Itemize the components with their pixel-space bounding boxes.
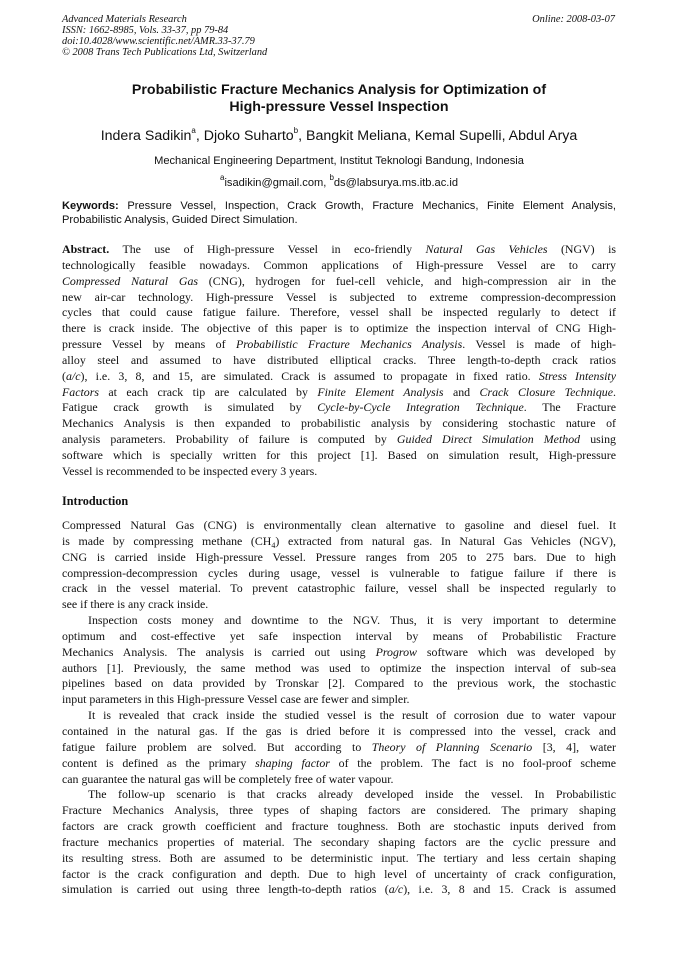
affiliation-mark: b xyxy=(293,126,299,136)
body-line xyxy=(62,645,616,661)
text-run: Guided Direct Simulation Method xyxy=(396,432,581,447)
text-run: Natural Gas Vehicles xyxy=(425,242,548,256)
text-run: Theory of Planning Scenario xyxy=(371,739,533,754)
email-link[interactable]: ds@labsurya.ms.itb.ac.id xyxy=(333,177,458,189)
abstract-line: software which is specially written for this project [1]. Based on simulation result, High-pressure xyxy=(62,447,616,462)
text-run: . Vessel is made of high- xyxy=(462,337,617,352)
abstract-line xyxy=(62,369,616,385)
title-line-2: High-pressure Vessel Inspection xyxy=(229,99,449,115)
text-run: ), i.e. 3, 8, and 15, are simulated. Crack is assumed to propagate in fixed ratio. xyxy=(80,368,539,383)
online-date: Online: 2008-03-07 xyxy=(532,14,615,25)
doi-line: doi:10.4028/www.scientific.net/AMR.33-37.79 xyxy=(62,36,255,47)
email-link[interactable]: isadikin@gmail.com, xyxy=(224,177,330,189)
abstract-line: technologically feasible nowadays. Common applications of High-pressure Vessel are to carry xyxy=(62,257,616,272)
title-line-1: Probabilistic Fracture Mechanics Analysis for Optimization of xyxy=(131,82,547,98)
abstract-line: Vessel is recommended to be inspected every 3 years. xyxy=(62,463,318,478)
abstract-line xyxy=(62,337,616,353)
text-run: is made by compressing methane (CH xyxy=(62,533,272,548)
text-run: a/c xyxy=(65,368,81,383)
text-run: [3, 4], water xyxy=(532,739,616,754)
abstract-line: Mechanics Analysis is then expanded to probabilistic analysis by considering stochastic nature of xyxy=(62,416,616,431)
abstract-line xyxy=(62,432,616,448)
issn-line: ISSN: 1662-8985, Vols. 33-37, pp 79-84 xyxy=(62,25,229,36)
affiliation: Mechanical Engineering Department, Institut Teknologi Bandung, Indonesia xyxy=(154,155,524,167)
text-run: Crack Closure Technique xyxy=(479,384,614,399)
author-name: Djoko Suharto xyxy=(203,128,294,144)
text-run: and xyxy=(443,384,480,399)
keywords-text: Pressure Vessel, Inspection, Crack Growth, Fracture Mechanics, Finite Element Analysis, Probabilistic Analysis, Guided Direct Simulation. xyxy=(62,200,616,226)
text-run: pressure Vessel by means of xyxy=(62,337,236,352)
affiliation-mark: a xyxy=(191,126,196,136)
text-run: ), i.e. 3, 8 and 15. Crack is assumed xyxy=(403,882,616,897)
email-mark: a xyxy=(220,173,225,183)
body-line: authors [1]. Previously, the same method was used to optimize the inspection interval of sub-sea xyxy=(62,660,616,675)
copyright-line: © 2008 Trans Tech Publications Ltd, Switzerland xyxy=(62,47,268,58)
body-line: factors are crack growth coefficient and fracture toughness. Both are stochastic inputs derived from xyxy=(62,819,616,834)
author-list xyxy=(40,128,638,145)
email-mark: b xyxy=(329,173,334,183)
text-run: of the problem. The fact is no fool-proof scheme xyxy=(329,755,617,770)
text-run: . xyxy=(613,384,616,399)
text-run: shaping factor xyxy=(255,755,330,770)
body-line: pipelines based on data provided by Tronskar [2]. Compared to the previous work, the stochastic xyxy=(62,676,616,691)
abstract-line: alloy steel and assumed to have distributed elliptical cracks. Three length-to-depth crack ratios xyxy=(62,352,616,367)
abstract-line xyxy=(62,274,616,290)
body-line xyxy=(62,882,616,898)
text-run: analysis parameters. Probability of failure is computed by xyxy=(62,432,397,447)
text-run: simulation is carried out using three length-to-depth ratios ( xyxy=(62,882,389,897)
text-run: a/c xyxy=(388,882,404,897)
text-run: (CNG), hydrogen for fuel-cell vehicle, and high-compression air in the xyxy=(198,273,616,288)
body-line xyxy=(62,756,616,772)
body-line xyxy=(62,534,616,550)
abstract-line xyxy=(62,385,616,401)
text-run: at each crack tip are calculated by xyxy=(99,384,318,399)
text-run: Factors xyxy=(62,384,99,399)
abstract-label: Abstract. xyxy=(62,242,110,256)
author-separator: , xyxy=(195,128,204,144)
body-line: contained in the natural gas. If the gas is dried before it is compressed into the vessel, crack and xyxy=(62,723,616,738)
text-run: . The Fracture xyxy=(523,400,616,415)
body-line: Inspection costs money and downtime to the NGV. Thus, it is very important to determine xyxy=(88,613,616,628)
body-line xyxy=(62,740,616,756)
text-run: Progrow xyxy=(375,644,417,659)
abstract-line: cycles that could cause fatigue failure. Therefore, vessel shall be inspected regularly to detect if xyxy=(62,305,616,320)
body-line: compression-decompression cycles during usage, vessel is vulnerable to fatigue failure if there is xyxy=(62,565,616,580)
text-run: ) extracted from natural gas. In Natural Gas Vehicles (NGV), xyxy=(275,533,616,548)
body-line: It is revealed that crack inside the studied vessel is the result of corrosion due to water vapour xyxy=(88,708,616,723)
body-line: can guarantee the natural gas will be completely free of water vapour. xyxy=(62,771,394,786)
body-line: factor is the crack configuration and depth. Due to high level of uncertainty of crack configuration, xyxy=(62,866,616,881)
journal-name: Advanced Materials Research xyxy=(62,14,187,25)
body-line: see if there is any crack inside. xyxy=(62,597,209,612)
body-line: The follow-up scenario is that cracks already developed inside the vessel. In Probabilistic xyxy=(88,787,616,802)
abstract-line: new air-car technology. High-pressure Vessel is subjected to extreme compression-decompression xyxy=(62,289,616,304)
text-run: using xyxy=(580,432,616,447)
text-run: Compressed Natural Gas xyxy=(62,273,199,288)
abstract-section xyxy=(62,242,616,480)
author-emails xyxy=(62,173,616,190)
body-line: CNG is carried inside High-pressure Vessel. Pressure ranges from 205 to 275 bars. Due to high xyxy=(62,549,616,564)
body-line: Compressed Natural Gas (CNG) is environmentally clean alternative to gasoline and diesel fuel. It xyxy=(62,518,616,532)
text-run: ( xyxy=(62,368,66,383)
subscript: 4 xyxy=(271,540,276,550)
abstract-line xyxy=(62,400,616,416)
paper-title xyxy=(62,82,616,116)
text-run: Mechanics Analysis. The analysis is carried out using xyxy=(62,644,376,659)
abstract-line: there is crack inside. The objective of this paper is to optimize the inspection interval of CNG High- xyxy=(62,321,616,336)
body-line: its resulting stress. Both are assumed to be deterministic input. The tertiary and less certain shaping xyxy=(62,850,616,865)
text-run: Stress Intensity xyxy=(538,368,617,383)
keywords-section xyxy=(62,200,616,227)
text-run: software which was developed by xyxy=(416,644,616,659)
author-name: Indera Sadikin xyxy=(100,128,192,144)
section-heading-introduction: Introduction xyxy=(62,494,129,508)
body-line: optimum and cost-effective yet safe inspection interval by means of Probabilistic Fracture xyxy=(62,628,616,643)
text-run: fatigue failure problem are solved. But according to xyxy=(62,739,372,754)
text-run: Finite Element Analysis xyxy=(317,384,444,399)
body-line: crack in the vessel material. To prevent catastrophic failure, vessel shall be inspected regularly to xyxy=(62,581,616,596)
introduction-body xyxy=(62,518,616,898)
text-run: (NGV) is xyxy=(547,242,616,256)
text-run: Cycle-by-Cycle Integration Technique xyxy=(317,400,524,415)
journal-header xyxy=(62,14,422,58)
author-names-rest: , Bangkit Meliana, Kemal Supelli, Abdul Arya xyxy=(298,128,578,144)
text-run: Probabilistic Fracture Mechanics Analysis xyxy=(235,337,463,352)
text-run: Fatigue crack growth is simulated by xyxy=(62,400,318,415)
keywords-label: Keywords: xyxy=(62,200,119,212)
body-line: input parameters in this High-pressure Vessel case are fewer and simpler. xyxy=(62,692,410,707)
body-line: fracture mechanics properties of material. The secondary shaping factors are the cyclic pressure and xyxy=(62,834,616,849)
body-line: Fracture Mechanics Analysis, three types of shaping factors are considered. The primary shaping xyxy=(62,803,616,818)
text-run: content is defined as the primary xyxy=(62,755,256,770)
abstract-line xyxy=(62,242,616,258)
text-run: The use of High-pressure Vessel in eco-friendly xyxy=(109,242,426,256)
